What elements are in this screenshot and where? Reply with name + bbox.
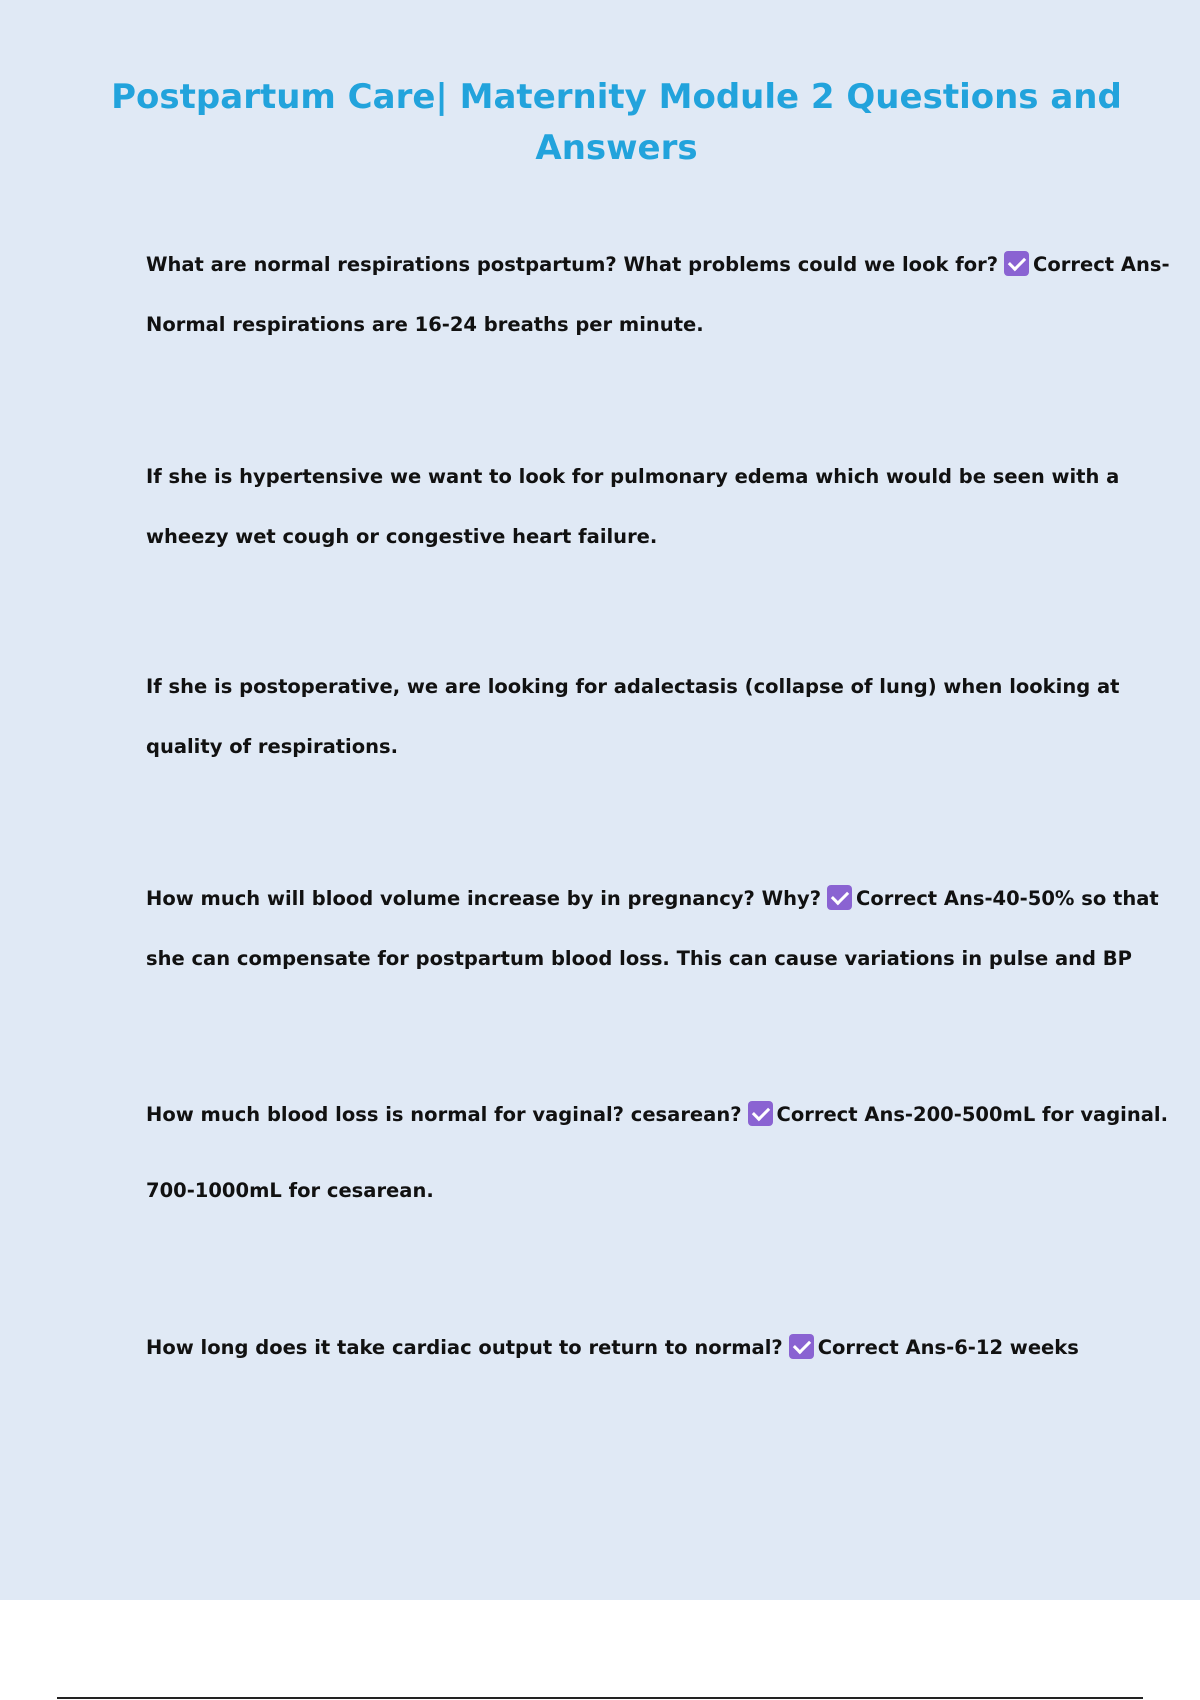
answer-text: Correct Ans- <box>1033 253 1170 276</box>
question-text: How long does it take cardiac output to return to normal? <box>146 1336 783 1359</box>
answer-text: If she is postoperative, we are looking for adalectasis (collapse of lung) when looking at <box>146 675 1120 698</box>
checkbox-checked-icon <box>827 885 852 910</box>
answer-text: quality of respirations. <box>146 735 399 758</box>
checkbox-checked-icon <box>1004 251 1029 276</box>
qa-entry-line <box>146 1318 1096 1378</box>
document-title: Postpartum Care| Maternity Module 2 Questions and Answers <box>111 77 1122 168</box>
qa-entry-hypertensive-note <box>146 447 1120 567</box>
footer-divider <box>57 1697 1143 1699</box>
qa-entry-postoperative-note <box>146 657 1120 777</box>
question-text: How much will blood volume increase by in pregnancy? Why? <box>146 887 822 910</box>
checkbox-checked-icon <box>748 1101 773 1126</box>
qa-entry-respirations <box>146 235 1170 355</box>
answer-text: Correct Ans-40-50% so that <box>856 887 1159 910</box>
answer-text: she can compensate for postpartum blood loss. This can cause variations in pulse and BP <box>146 947 1132 970</box>
qa-entry-line <box>146 869 1159 929</box>
answer-text: Normal respirations are 16-24 breaths per minute. <box>146 313 704 336</box>
question-text: What are normal respirations postpartum? What problems could we look for? <box>146 253 999 276</box>
answer-text: wheezy wet cough or congestive heart failure. <box>146 525 658 548</box>
answer-text: Correct Ans-6-12 weeks <box>817 1336 1079 1359</box>
answer-text: 700-1000mL for cesarean. <box>146 1179 434 1202</box>
qa-entry-blood-volume <box>146 869 1159 989</box>
qa-entry-line <box>146 1085 1168 1145</box>
answer-text: Correct Ans-200-500mL for vaginal. <box>776 1103 1168 1126</box>
answer-text: If she is hypertensive we want to look for pulmonary edema which would be seen with a <box>146 465 1120 488</box>
qa-entry-blood-loss <box>146 1085 1168 1221</box>
qa-entry-cardiac-output <box>146 1318 1096 1378</box>
question-text: How much blood loss is normal for vaginal? cesarean? <box>146 1103 742 1126</box>
checkbox-checked-icon <box>789 1334 814 1359</box>
qa-entry-line <box>146 235 1170 295</box>
